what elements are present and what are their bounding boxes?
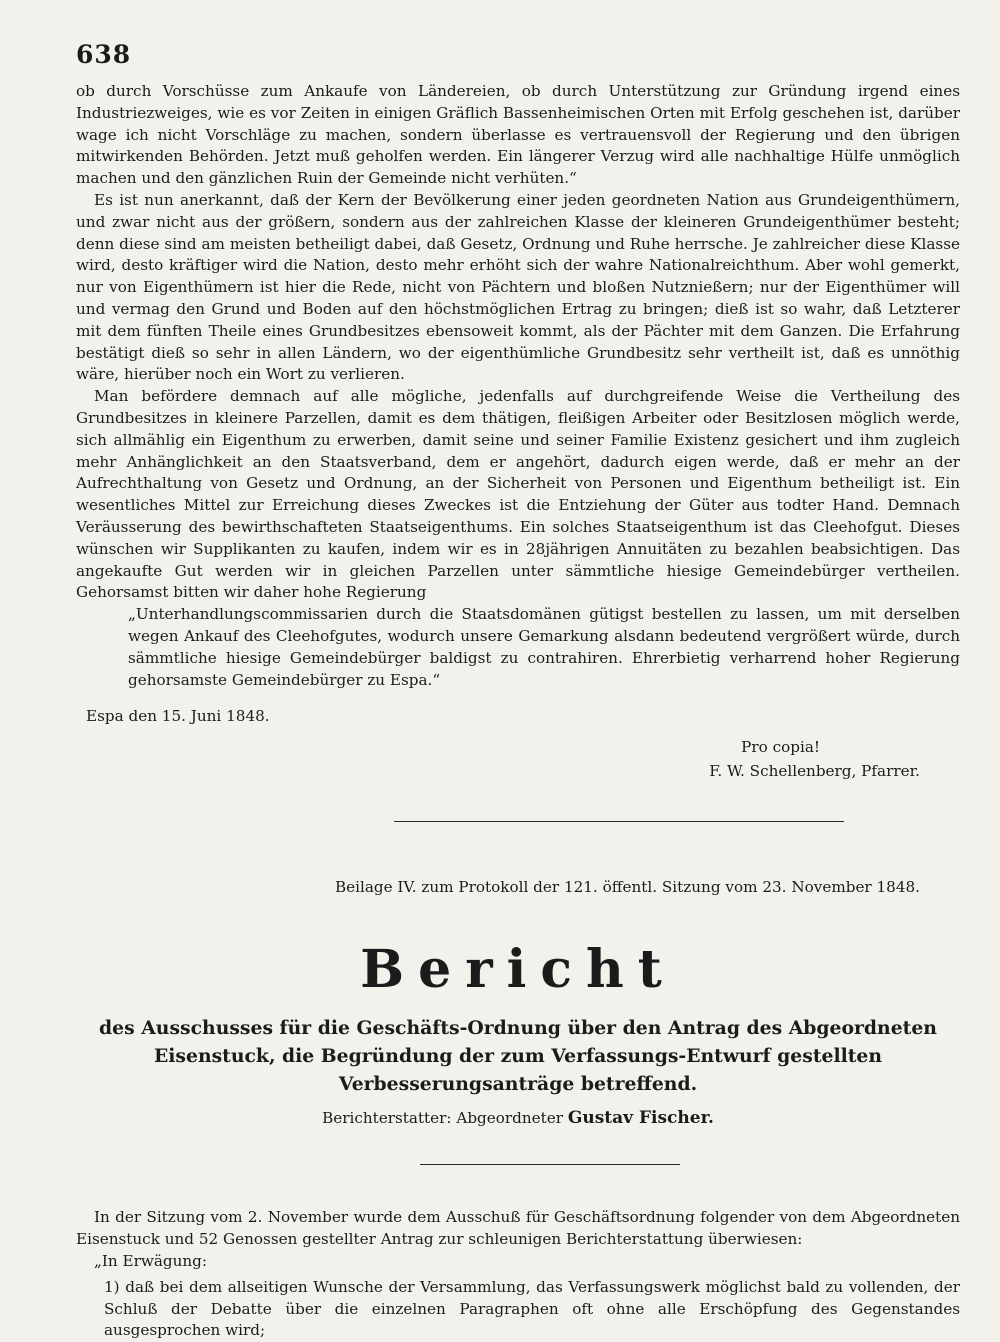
paragraph-2: Es ist nun anerkannt, daß der Kern der Bevölkerung einer jeden geordneten Nation aus Grundeigenthümern, und zwar nicht aus der größern, sondern aus der zahlreichen Klasse der kleineren Grundeigenthümer besteht; denn diese sind am meisten betheiligt dabei, daß Gesetz, Ordnung und Ruhe herrsche. Je zahlreicher diese Klasse wird, desto kräftiger wird die Nation, desto mehr erhöht sich der wahre Nationalreichthum. Aber wohl gemerkt, nur von Eigenthümern ist hier die Rede, nicht von Pächtern und bloßen Nutznießern; nur der Eigenthümer will und vermag den Grund und Boden auf den höchstmöglichen Ertrag zu bringen; dieß ist so wahr, daß Letzterer mit dem fünften Theile eines Grundbesitzes ebensoweit kommt, als der Pächter mit dem Ganzen. Die Erfahrung bestätigt dieß so sehr in allen Ländern, wo der eigenthümliche Grundbesitz sehr vertheilt ist, daß es unnöthig wäre, hierüber noch ein Wort zu verlieren. [76,190,960,384]
list-item: 1) daß bei dem allseitigen Wunsche der Versammlung, das Verfassungswerk möglichst bald zu vollenden, der Schluß der Debatte über die einzelnen Paragraphen oft ohne alle Erschöpfung des Gegenstandes ausgesprochen wird; [104,1277,960,1340]
page-number: 638 [76,40,132,69]
signature-block [76,735,960,783]
signature-name: F. W. Schellenberg, Pfarrer. [709,762,920,781]
paragraph-1: ob durch Vorschüsse zum Ankaufe von Ländereien, ob durch Unterstützung zur Gründung irgend eines Industriezweiges, wie es vor Zeiten in einigen Gräflich Bassenheimischen Orten mit Erfolg geschehen ist, darüber wage ich nicht Vorschläge zu machen, sondern überlasse es vertrauensvoll der Regierung und den übrigen mitwirkenden Behörden. Jetzt muß geholfen werden. Ein längerer Verzug wird alle nachhaltige Hülfe unmöglich machen und den gänzlichen Ruin der Gemeinde nicht verhüten.“ [76,82,960,188]
report-heading: Bericht [360,939,676,1001]
short-divider-rule [420,1164,680,1165]
consideration-heading: „In Erwägung: [94,1251,208,1270]
dateline: Espa den 15. Juni 1848. [86,707,270,726]
pro-copia: Pro copia! [741,738,820,757]
paragraph-3: Man befördere demnach auf alle mögliche, jedenfalls auf durchgreifende Weise die Vertheilung des Grundbesitzes in kleinere Parzellen, damit es dem thätigen, fleißigen Arbeiter oder Besitzlosen möglich werde, sich allmählig ein Eigenthum zu erwerben, damit seine und seiner Familie Existenz gesichert und ihm zugleich mehr Anhänglichkeit an den Staatsverband, dem er angehört, dadurch eigen werde, daß er mehr an der Aufrechthaltung von Gesetz und Ordnung, an der Sicherheit von Personen und Eigenthum betheiligt ist. Ein wesentliches Mittel zur Erreichung dieses Zweckes ist die Entziehung der Güter aus todter Hand. Demnach Veräusserung des bewirthschafteten Staatseigenthums. Ein solches Staatseigenthum ist das Cleehofgut. Dieses wünschen wir Supplikanten zu kaufen, indem wir es in 28jährigen Annuitäten zu bezahlen beabsichtigen. Das angekaufte Gut werden wir in gleichen Parzellen unter sämmtliche hiesige Gemeindebürger vertheilen. Gehorsamst bitten wir daher hohe Regierung [76,387,960,602]
petition-quote: „Unterhandlungscommissarien durch die Staatsdomänen gütigst bestellen zu lassen, um mit derselben wegen Ankauf des Cleehofgutes, wodurch unsere Gemarkung alsdann bedeutend vergrößert würde, durch sämmtliche hiesige Gemeindebürger baldigst zu contrahiren. Ehrerbietig verharrend hoher Regierung gehorsamste Gemeindebürger zu Espa.“ [128,605,960,689]
report-intro: In der Sitzung vom 2. November wurde dem Ausschuß für Geschäftsordnung folgender von dem Abgeordneten Eisenstuck und 52 Genossen gestellter Antrag zur schleunigen Berichterstattung überwiesen: [76,1208,960,1249]
reporter-name: Gustav Fischer. [567,1108,714,1129]
reporter-line [76,1108,960,1128]
reporter-label: Berichterstatter: Abgeordneter [322,1109,563,1128]
beilage-line: Beilage IV. zum Protokoll der 121. öffentl. Sitzung vom 23. November 1848. [334,878,920,897]
report-body [76,1207,960,1342]
divider-rule [394,821,844,822]
report-subtitle: des Ausschusses für die Geschäfts-Ordnung über den Antrag des Abgeordneten Eisenstuck, die Begründung der zum Verfassungs-Entwurf gestellten Verbesserungsanträge betreffend. [99,1017,937,1096]
